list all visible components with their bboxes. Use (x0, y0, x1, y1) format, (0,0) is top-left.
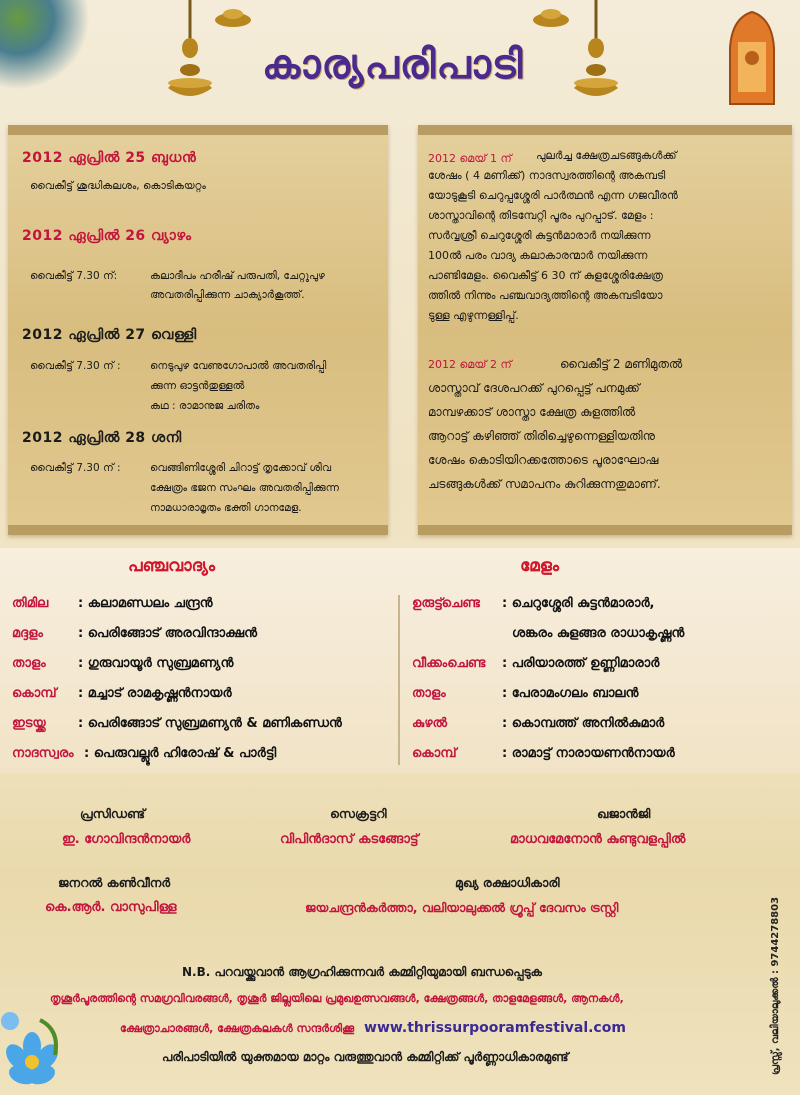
patron-label: മുഖ്യ രക്ഷാധികാരി (455, 875, 560, 890)
convener-name: കെ.ആർ. വാസുപിള്ള (45, 900, 177, 915)
instrument-label: തിമില (12, 596, 49, 611)
performer-name: : കൊമ്പത്ത് അനിൽകുമാർ (502, 716, 665, 731)
page-title: കാര്യപരിപാടി (262, 42, 524, 88)
website-link[interactable]: www.thrissurpooramfestival.com (364, 1020, 626, 1036)
instrument-label: താളം (12, 656, 46, 671)
convener-label: ജനറൽ കൺവീനർ (58, 875, 171, 890)
may2-description: വൈകീട്ട് 2 മണിമുതൽ ശാസ്താവ് ദേശപറക്ക് പുറപ്പെട്ട് പനമുക്ക് മാമ്പഴക്കാട് ശാസ്താ ക്ഷേത്ര കുളത്തിൽ ആറാട്ട് കഴിഞ്ഞ് തിരിച്ചെഴുന്നെള്ളിയതിനു ശേഷം കൊടിയിറക്കത്തോടെ പൂരാഘോഷ ചടങ്ങുകൾക്ക് സമാപനം കുറിക്കുന്നതുമാണ്. (428, 357, 683, 491)
event-time: വൈകീട്ട് 7.30 ന് : (30, 360, 121, 372)
footer-disclaimer: പരിപാടിയിൽ യുക്തമായ മാറ്റം വരുത്തുവാൻ കമ്മിറ്റിക്ക് പൂർണ്ണാധികാരമുണ്ട് (162, 1050, 569, 1064)
melam-heading: മേളം (520, 556, 560, 576)
performer-name: ശങ്കരം കുളങ്ങര രാധാകൃഷ്ണൻ (512, 626, 685, 641)
treasurer-label: ഖജാൻജി (597, 806, 651, 821)
performer-name: : മച്ചാട് രാമകൃഷ്ണൻനായർ (78, 686, 232, 701)
may2-date: 2012 മെയ് 2 ന് (428, 358, 512, 371)
event-line: വൈകീട്ട് ശുദ്ധികലശം, കൊടികയറ്റം (30, 180, 206, 192)
event-date-apr25: 2012 ഏപ്രിൽ 25 ബുധൻ (22, 150, 197, 166)
event-line: ക്കുന്ന ഓട്ടൻതുള്ളൽ (150, 380, 245, 392)
president-name: ഇ. ഗോവിന്ദൻനായർ (62, 832, 191, 847)
instrument-label: വീക്കംചെണ്ട (412, 656, 486, 671)
event-line: കഥ : രാമാനുജ ചരിതം (150, 400, 260, 412)
instrument-label: താളം (412, 686, 446, 701)
event-date-apr26: 2012 ഏപ്രിൽ 26 വ്യാഴം (22, 228, 192, 244)
performer-name: : പേരാമംഗലം ബാലൻ (502, 686, 639, 701)
deity-frame-icon (722, 8, 782, 108)
performer-name: : പെരിങ്ങോട് സുബ്രമണ്യൻ & മണികണ്ഡൻ (78, 716, 342, 731)
hanging-lamp-icon (566, 0, 626, 110)
may1-description: പുലർച്ച ക്ഷേത്രചടങ്ങുകൾക്ക് ശേഷം ( 4 മണിക്ക്) നാദസ്വരത്തിന്റെ അകമ്പടി യോടുകൂടി ചെറുപ്പശ്ശേരി പാർത്ഥൻ എന്ന ഗജവീരൻ ശാസ്താവിന്റെ തിടമ്പേറ്റി പൂരം പുറപ്പാട്. മേളം : സർവ്വശ്രീ ചെറുശ്ശേരി കുട്ടൻമാരാർ നയിക്കുന്ന 100ൽ പരം വാദ്യ കലാകാരന്മാർ നയിക്കുന്ന പാണ്ടിമേളം. വൈകീട്ട് 6 30 ന് കുളശ്ശേരിക്ഷേത്ര ത്തിൽ നിന്നും പഞ്ചവാദ്യത്തിന്റെ അകമ്പടിയോ ടുള്ള എഴുന്നള്ളിപ്പ്. (428, 149, 678, 322)
performer-name: : പെരിങ്ങോട് അരവിന്ദാക്ഷൻ (78, 626, 258, 641)
secretary-label: സെക്രട്ടറി (330, 806, 387, 821)
performer-name: : രാമാട്ട് നാരായണൻനായർ (502, 746, 675, 761)
footer-visit-text: ക്ഷേത്രാചാരങ്ങൾ, ക്ഷേത്രകലകൾ സന്ദർശിക്കൂ (120, 1022, 355, 1035)
instrument-label: മദ്ദളം (12, 626, 43, 641)
footer-nb: N.B. പറവയ്ക്കുവാൻ ആഗ്രഹിക്കുന്നവർ കമ്മിറ്റിയുമായി ബന്ധപ്പെടുക (182, 965, 543, 979)
performer-name: : പരിയാരത്ത് ഉണ്ണിമാരാർ (502, 656, 660, 671)
instrument-label: ഉരുട്ട്ചെണ്ട (412, 596, 480, 611)
performer-name: : ചെറുശ്ശേരി കുട്ടൻമാരാർ, (502, 596, 655, 611)
performer-name: : കലാമണ്ഡലം ചന്ദ്രൻ (78, 596, 213, 611)
event-line: നെടുപുഴ വേണുഗോപാൽ അവതരിപ്പി (150, 360, 327, 372)
performer-name: : ഗുരുവായൂർ സുബ്രമണ്യൻ (78, 656, 234, 671)
treasurer-name: മാധവമേനോൻ കുണ്ടുവളപ്പിൽ (510, 832, 686, 847)
header (0, 0, 800, 125)
performer-name: : പെരുവല്ലൂർ ഹിരോഷ് & പാർട്ടി (84, 746, 277, 761)
event-line: ക്ഷേത്രം ഭജന സംഘം അവതരിപ്പിക്കുന്ന (150, 482, 339, 494)
hanging-lamp-small-icon (208, 0, 258, 40)
instrument-label: കൊമ്പ് (12, 686, 57, 701)
event-line: അവതരിപ്പിക്കുന്ന ചാക്യാർകൂത്ത്. (150, 289, 305, 301)
event-line: കലാദീപം ഹരീഷ് പരുപതി, ചേറ്റുപുഴ (150, 270, 325, 282)
event-time: വൈകീട്ട് 7.30 ന്: (30, 270, 118, 282)
instrument-label: കൊമ്പ് (412, 746, 457, 761)
peacock-feather-icon (0, 0, 90, 90)
flower-bud-icon (0, 1008, 22, 1034)
printer-credit: പ്രസ്സ്, വലിയാലുക്കൽ : 9744278803 (770, 896, 781, 1075)
event-line: വെങ്ങിണിശ്ശേരി ചിറാട്ട് തൃക്കോവ് ശിവ (150, 462, 332, 474)
footer-info-line: തൃശൂർപൂരത്തിന്റെ സമഗ്രവിവരങ്ങൾ, തൃശൂർ ജില്ലയിലെ പ്രമുഖഉത്സവങ്ങൾ, ക്ഷേത്രങ്ങൾ, താളമേളങ്ങൾ, ആനകൾ, (50, 992, 624, 1005)
event-time: വൈകീട്ട് 7.30 ന് : (30, 462, 121, 474)
instrument-label: നാദസ്വരം (12, 746, 74, 761)
patron-name: ജയചന്ദ്രൻകർത്താ, വലിയാലുക്കൽ ഗ്രൂപ്പ് ദേവസം ട്രസ്റ്റി (305, 900, 619, 915)
panchavadyam-heading: പഞ്ചവാദ്യം (128, 556, 215, 576)
may1-date: 2012 മെയ് 1 ന് (428, 152, 512, 165)
event-date-apr27: 2012 ഏപ്രിൽ 27 വെള്ളി (22, 327, 197, 343)
secretary-name: വിപിൻദാസ് കടങ്ങോട്ട് (280, 832, 419, 847)
instrument-label: കുഴൽ (412, 716, 448, 731)
event-line: നാമധാരാമൃതം ഭക്തി ഗാനമേള. (150, 502, 302, 514)
instrument-label: ഇടയ്ക്ക (12, 716, 46, 731)
column-divider (398, 595, 400, 765)
president-label: പ്രസിഡണ്ട് (80, 806, 146, 821)
footer-visit-line (120, 1020, 626, 1036)
event-date-apr28: 2012 ഏപ്രിൽ 28 ശനി (22, 430, 182, 446)
